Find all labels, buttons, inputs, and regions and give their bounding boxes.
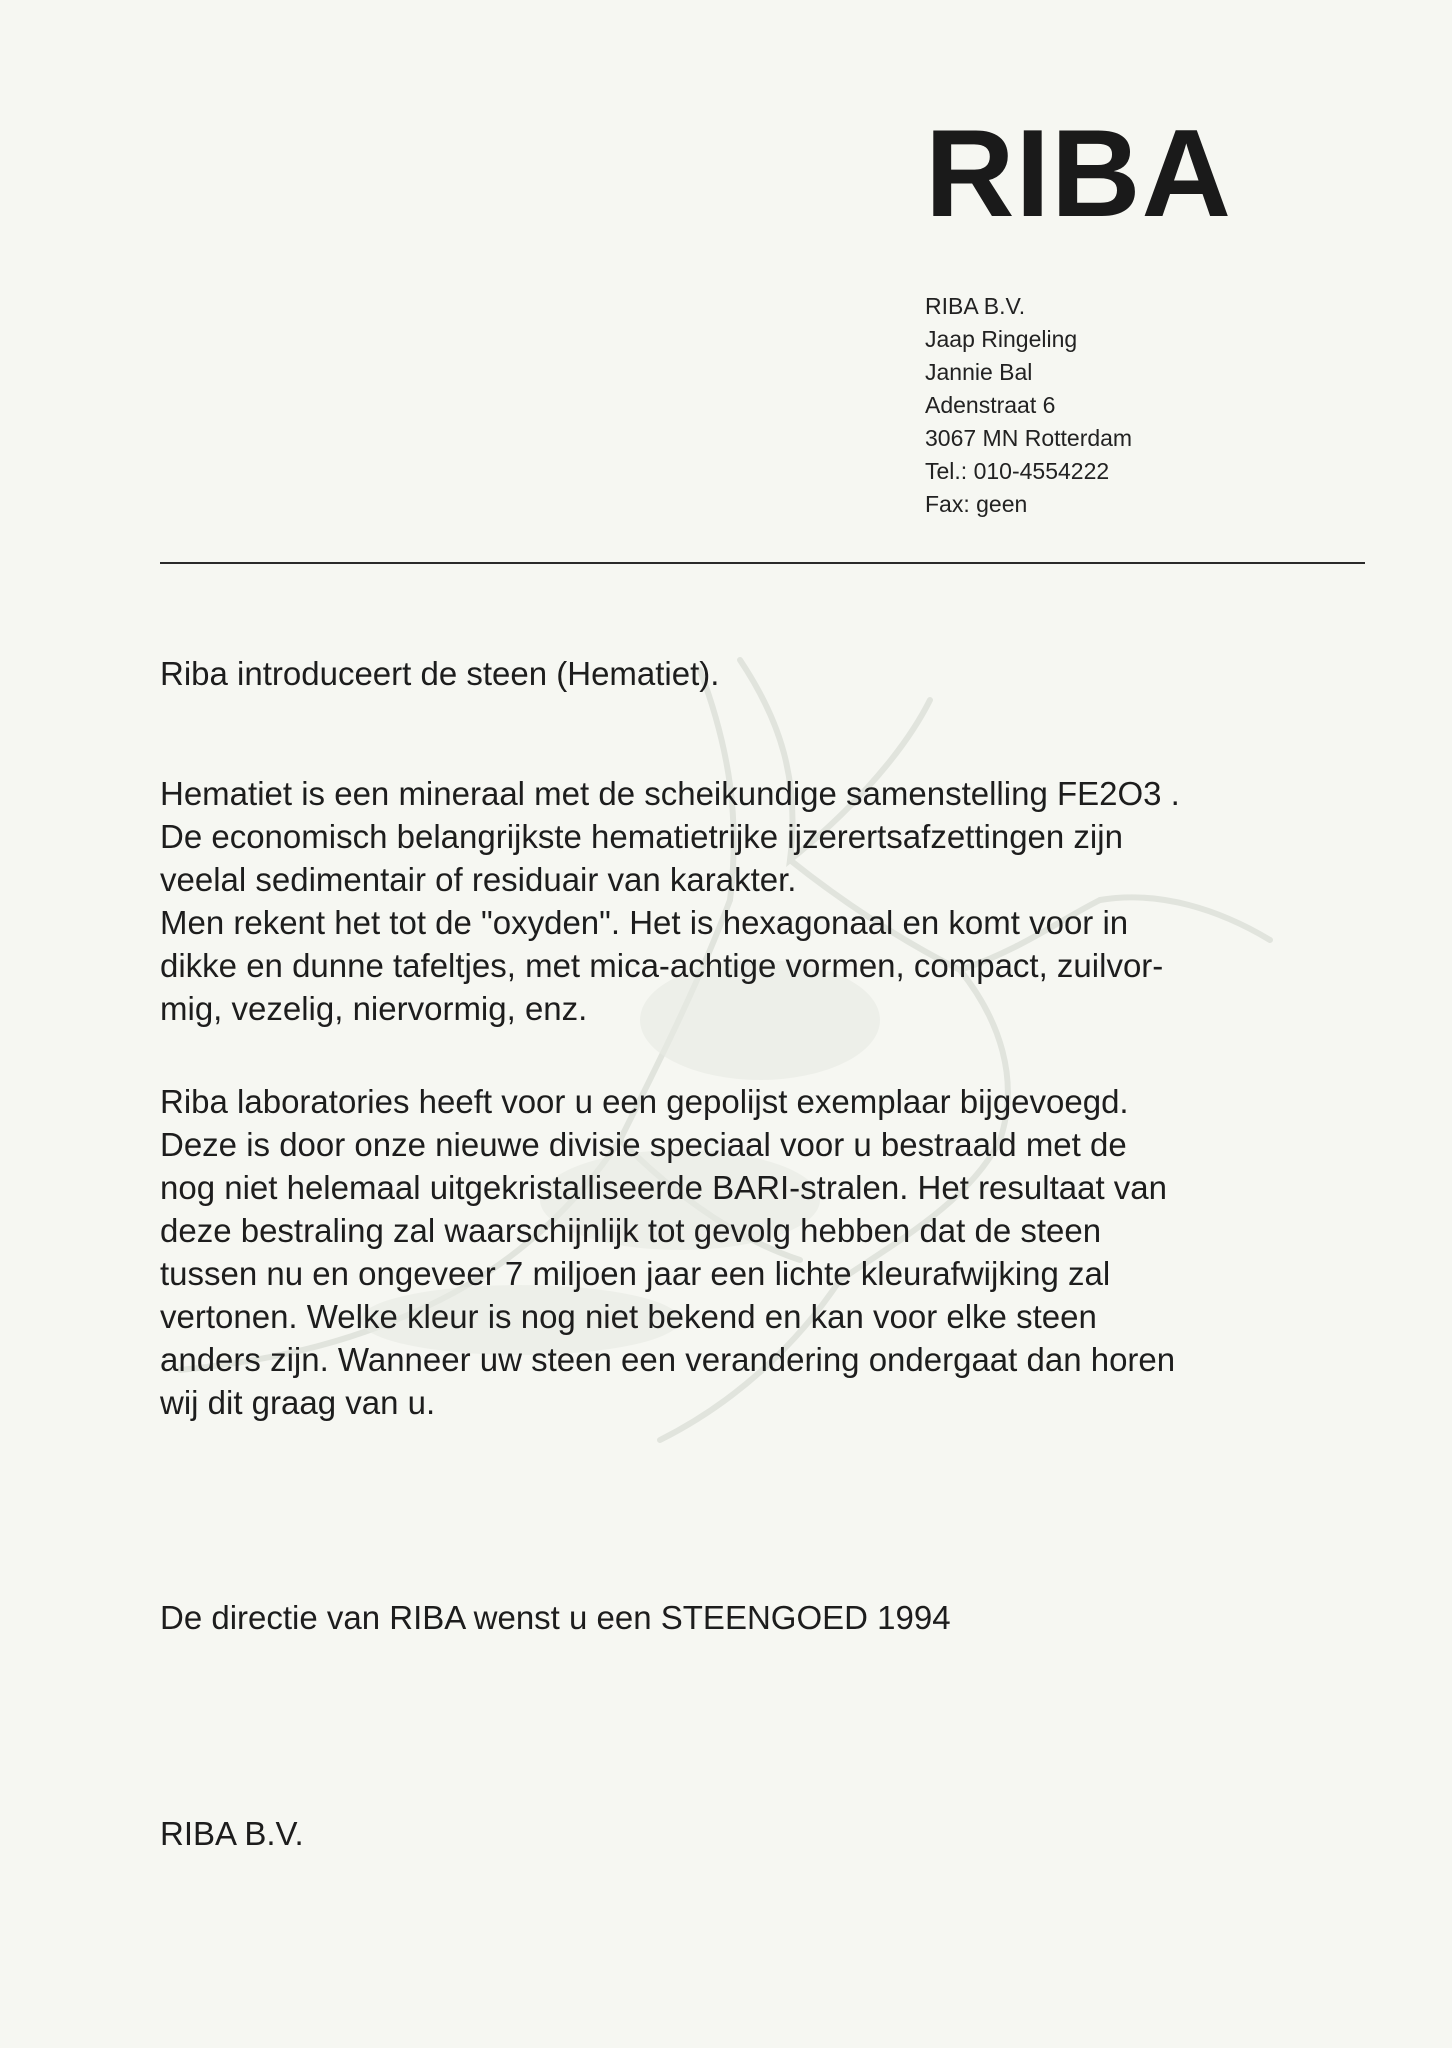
paragraph-line: Deze is door onze nieuwe divisie speciaal voor u bestraald met de: [160, 1126, 1127, 1163]
company-logo: RIBA: [925, 105, 1233, 243]
paragraph-line: mig, vezelig, niervormig, enz.: [160, 990, 588, 1027]
paragraph-line: Hematiet is een mineraal met de scheikundige samenstelling FE2O3 .: [160, 775, 1180, 812]
paragraph-hematiet: [160, 772, 1370, 1030]
paragraph-line: deze bestraling zal waarschijnlijk tot gevolg hebben dat de steen: [160, 1212, 1102, 1249]
header-divider: [160, 562, 1365, 564]
paragraph-line: Men rekent het tot de "oxyden". Het is hexagonaal en komt voor in: [160, 904, 1129, 941]
paragraph-line: Riba laboratories heeft voor u een gepolijst exemplaar bijgevoegd.: [160, 1083, 1129, 1120]
paragraph-line: anders zijn. Wanneer uw steen een verandering ondergaat dan horen: [160, 1341, 1176, 1378]
address-line: Adenstraat 6: [925, 392, 1056, 418]
paragraph-line: tussen nu en ongeveer 7 miljoen jaar een lichte kleurafwijking zal: [160, 1255, 1111, 1292]
address-line: Tel.: 010-4554222: [925, 458, 1110, 484]
paragraph-laboratories: [160, 1080, 1370, 1424]
paragraph-line: De economisch belangrijkste hematietrijke ijzerertsafzettingen zijn: [160, 818, 1123, 855]
intro-line: Riba introduceert de steen (Hematiet).: [160, 655, 720, 692]
paragraph-line: wij dit graag van u.: [160, 1384, 436, 1421]
address-line: RIBA B.V.: [925, 293, 1026, 319]
address-line: Fax: geen: [925, 491, 1028, 517]
paragraph-line: veelal sedimentair of residuair van karakter.: [160, 861, 797, 898]
closing-line: De directie van RIBA wenst u een STEENGOED 1994: [160, 1599, 951, 1636]
paragraph-line: nog niet helemaal uitgekristalliseerde BARI-stralen. Het resultaat van: [160, 1169, 1168, 1206]
paragraph-line: vertonen. Welke kleur is nog niet bekend en kan voor elke steen: [160, 1298, 1097, 1335]
address-line: Jannie Bal: [925, 359, 1033, 385]
paragraph-line: dikke en dunne tafeltjes, met mica-achtige vormen, compact, zuilvor-: [160, 947, 1164, 984]
signature: RIBA B.V.: [160, 1815, 304, 1852]
sender-address: [925, 290, 1132, 521]
address-line: 3067 MN Rotterdam: [925, 425, 1133, 451]
address-line: Jaap Ringeling: [925, 326, 1078, 352]
